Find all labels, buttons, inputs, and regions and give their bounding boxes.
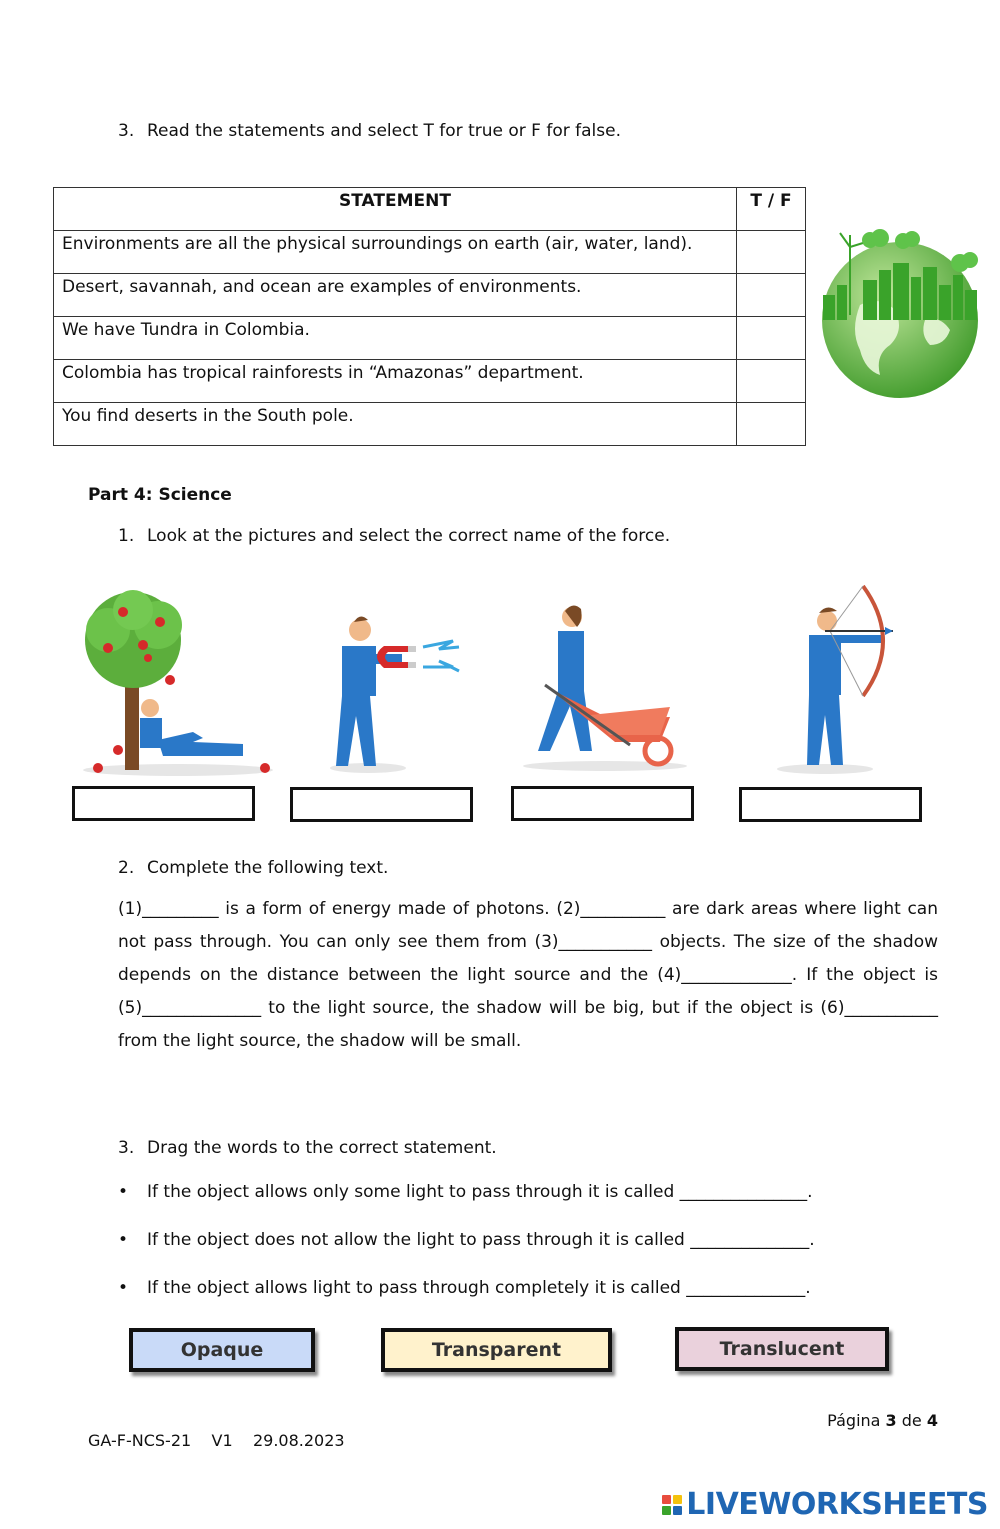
- answer-box-elastic[interactable]: [739, 787, 922, 822]
- drop-statement-2[interactable]: [118, 1229, 815, 1251]
- question-3-instruction: [118, 120, 621, 142]
- tf-answer-cell[interactable]: [737, 274, 806, 317]
- page-total: 4: [926, 1411, 938, 1430]
- question-text: Look at the pictures and select the correct name of the force.: [147, 526, 671, 546]
- document-code: GA-F-NCS-21 V1 29.08.2023: [88, 1431, 345, 1450]
- statement-cell: You find deserts in the South pole.: [54, 403, 737, 446]
- bullet-icon: •: [118, 1182, 129, 1202]
- true-false-table: [53, 187, 806, 446]
- green-earth-city-illustration: [815, 225, 985, 400]
- question-text: Read the statements and select T for true or F for false.: [147, 121, 621, 141]
- page-prefix: Página: [827, 1411, 886, 1430]
- liveworksheets-brand: [662, 1487, 988, 1522]
- question-text: Complete the following text.: [147, 858, 389, 878]
- statement-text: If the object allows light to pass through completely it is called ______________.: [147, 1278, 811, 1298]
- part-4-title: Part 4: Science: [88, 485, 232, 505]
- tf-answer-cell[interactable]: [737, 360, 806, 403]
- tf-answer-cell[interactable]: [737, 231, 806, 274]
- statement-text: If the object allows only some light to pass through it is called _______________.: [147, 1182, 813, 1202]
- drag-chip-opaque[interactable]: Opaque: [129, 1328, 315, 1372]
- statement-cell: Desert, savannah, and ocean are examples of environments.: [54, 274, 737, 317]
- drop-statement-1[interactable]: [118, 1181, 813, 1203]
- liveworksheets-logo-icon: [662, 1495, 682, 1515]
- fill-in-paragraph[interactable]: (1)_________ is a form of energy made of photons. (2)__________ are dark areas where light can not pass through. You can only see them from (3)___________ objects. The size of the shadow depends on the distance between the light source and the (4)_____________. If the object is (5)______________ to the light source, the shadow will be big, but if the object is (6)___________ from the light source, the shadow will be small.: [118, 899, 938, 1051]
- question-number: 3.: [118, 1138, 135, 1158]
- answer-box-push[interactable]: [511, 786, 694, 821]
- table-row: [54, 231, 806, 274]
- table-row: [54, 317, 806, 360]
- table-header-row: [54, 188, 806, 231]
- table-row: [54, 403, 806, 446]
- statement-text: If the object does not allow the light to pass through it is called ______________.: [147, 1230, 815, 1250]
- bullet-icon: •: [118, 1230, 129, 1250]
- magnetism-magnet-illustration: [328, 612, 463, 777]
- brand-name: LIVEWORKSHEETS: [686, 1487, 988, 1522]
- gravity-apple-tree-illustration: [78, 590, 278, 780]
- bullet-icon: •: [118, 1278, 129, 1298]
- question-1-instruction: [118, 525, 670, 547]
- question-number: 2.: [118, 858, 135, 878]
- tf-answer-cell[interactable]: [737, 403, 806, 446]
- statement-cell: Environments are all the physical surroundings on earth (air, water, land).: [54, 231, 737, 274]
- question-number: 1.: [118, 526, 135, 546]
- tf-answer-cell[interactable]: [737, 317, 806, 360]
- answer-box-magnetism[interactable]: [290, 787, 473, 822]
- question-text: Drag the words to the correct statement.: [147, 1138, 497, 1158]
- question-2-instruction: [118, 857, 388, 879]
- statement-cell: Colombia has tropical rainforests in “Amazonas” department.: [54, 360, 737, 403]
- statement-header: STATEMENT: [54, 188, 737, 231]
- table-row: [54, 274, 806, 317]
- elastic-bow-archer-illustration: [775, 583, 900, 778]
- table-row: [54, 360, 806, 403]
- statement-cell: We have Tundra in Colombia.: [54, 317, 737, 360]
- drag-chip-transparent[interactable]: Transparent: [381, 1328, 612, 1372]
- drag-chip-translucent[interactable]: Translucent: [675, 1327, 889, 1371]
- answer-box-gravity[interactable]: [72, 786, 255, 821]
- page-current: 3: [885, 1411, 897, 1430]
- page-mid: de: [896, 1411, 927, 1430]
- page-number: [827, 1411, 938, 1430]
- question-3-drag-instruction: [118, 1137, 497, 1159]
- push-wheelbarrow-illustration: [520, 605, 690, 775]
- tf-header: T / F: [737, 188, 806, 231]
- drop-statement-3[interactable]: [118, 1277, 811, 1299]
- question-number: 3.: [118, 121, 135, 141]
